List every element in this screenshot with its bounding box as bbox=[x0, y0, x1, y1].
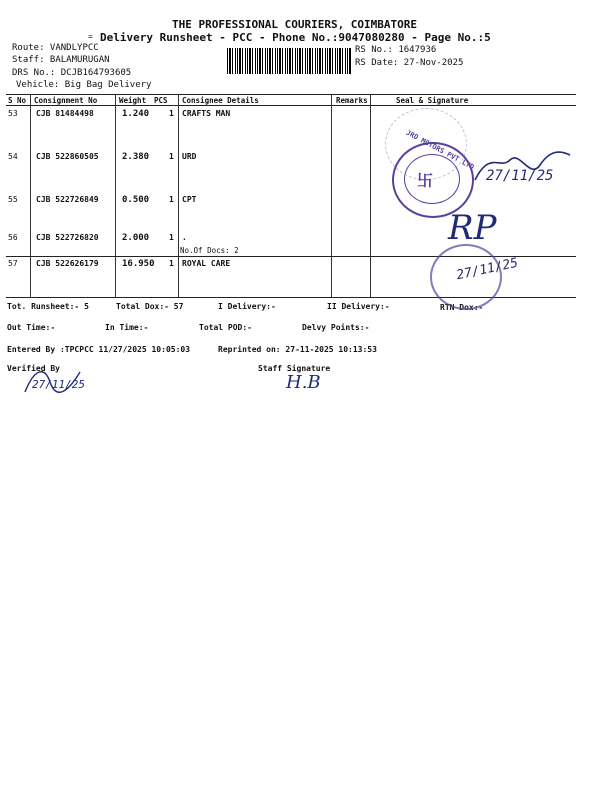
row-weight: 0.500 bbox=[122, 195, 150, 205]
row-consignee: URD bbox=[182, 152, 197, 161]
col-divider bbox=[30, 94, 31, 297]
entered-by: Entered By :TPCPCC 11/27/2025 10:05:03 bbox=[7, 345, 191, 354]
return-dox: RTN Dox:- bbox=[440, 303, 484, 312]
row-weight: 2.380 bbox=[122, 152, 150, 162]
row-pcs: 1 bbox=[169, 109, 174, 118]
verified-date: 27/11/25 bbox=[32, 378, 85, 391]
table-top-border bbox=[6, 94, 576, 95]
col-header-weight: Weight bbox=[119, 96, 147, 105]
col-divider bbox=[370, 94, 371, 297]
stamp-emblem: 卐 bbox=[417, 171, 434, 190]
total-dox: Total Dox:- 57 bbox=[116, 302, 184, 311]
vehicle-label: Vehicle: Big Bag Delivery bbox=[16, 80, 152, 90]
delivery-points: Delvy Points:- bbox=[302, 323, 370, 332]
total-pod: Total POD:- bbox=[199, 323, 252, 332]
dash-mark: = bbox=[88, 32, 93, 41]
handwritten-initials: RP bbox=[448, 208, 497, 248]
row-weight: 1.240 bbox=[122, 109, 150, 119]
row-consignment: CJB 522626179 bbox=[36, 259, 99, 268]
row-consignment: CJB 81484498 bbox=[36, 109, 94, 118]
handwritten-date-2: 27/11/25 bbox=[455, 255, 520, 284]
col-divider bbox=[178, 94, 179, 297]
second-delivery: II Delivery:- bbox=[327, 302, 390, 311]
row-consignee: CRAFTS MAN bbox=[182, 109, 231, 118]
row-weight: 2.000 bbox=[122, 233, 150, 243]
out-time: Out Time:- bbox=[7, 323, 56, 332]
stamp-text: JRD MOTORS PVT LTD bbox=[404, 128, 476, 172]
drs-label: DRS No.: DCJB164793605 bbox=[12, 68, 132, 78]
reprinted-on: Reprinted on: 27-11-2025 10:13:53 bbox=[218, 345, 377, 354]
row-sno: 55 bbox=[8, 195, 18, 204]
row-consignee: ROYAL CARE bbox=[182, 259, 231, 268]
row-weight: 16.950 bbox=[122, 259, 155, 269]
col-header-consignee: Consignee Details bbox=[182, 96, 259, 105]
row-pcs: 1 bbox=[169, 195, 174, 204]
company-stamp bbox=[392, 128, 476, 218]
route-label: Route: VANDLYPCC bbox=[12, 43, 99, 53]
verified-by-label: Verified By bbox=[7, 364, 60, 373]
row-doc-count: No.Of Docs: 2 bbox=[180, 246, 239, 255]
row-pcs: 1 bbox=[169, 233, 174, 242]
row-sno: 54 bbox=[8, 152, 18, 161]
col-divider bbox=[331, 94, 332, 297]
company-title: THE PROFESSIONAL COURIERS, COIMBATORE bbox=[172, 18, 418, 31]
barcode bbox=[227, 48, 352, 74]
col-header-remarks: Remarks bbox=[336, 96, 368, 105]
staff-signature-label: Staff Signature bbox=[258, 364, 331, 373]
staff-label: Staff: BALAMURUGAN bbox=[12, 55, 110, 65]
row-consignment: CJB 522726820 bbox=[36, 233, 99, 242]
col-divider bbox=[115, 94, 116, 297]
row-sno: 53 bbox=[8, 109, 18, 118]
row-consignee: . bbox=[182, 233, 187, 242]
total-runsheet: Tot. Runsheet:- 5 bbox=[7, 302, 89, 311]
handwritten-date: 27/11/25 bbox=[486, 168, 554, 184]
row-sno: 57 bbox=[8, 259, 18, 268]
rs-number: RS No.: 1647936 bbox=[355, 45, 437, 55]
table-header-border bbox=[6, 105, 576, 106]
row-pcs: 1 bbox=[169, 152, 174, 161]
signature-mark-1 bbox=[470, 110, 580, 200]
staff-signature-mark: H.B bbox=[286, 372, 321, 393]
row-consignment: CJB 522726849 bbox=[36, 195, 99, 204]
first-delivery: I Delivery:- bbox=[218, 302, 276, 311]
runsheet-subtitle: Delivery Runsheet - PCC - Phone No.:9047080280 - Page No.:5 bbox=[100, 31, 491, 44]
col-header-consignment: Consignment No bbox=[34, 96, 98, 105]
row-consignee: CPT bbox=[182, 195, 197, 204]
rs-date: RS Date: 27-Nov-2025 bbox=[355, 58, 464, 68]
row-pcs: 1 bbox=[169, 259, 174, 268]
in-time: In Time:- bbox=[105, 323, 149, 332]
col-header-pcs: PCS bbox=[154, 96, 168, 105]
col-header-sno: S No bbox=[8, 96, 27, 105]
row-sno: 56 bbox=[8, 233, 18, 242]
row-consignment: CJB 522860505 bbox=[36, 152, 99, 161]
col-header-seal-signature: Seal & Signature bbox=[396, 96, 469, 105]
